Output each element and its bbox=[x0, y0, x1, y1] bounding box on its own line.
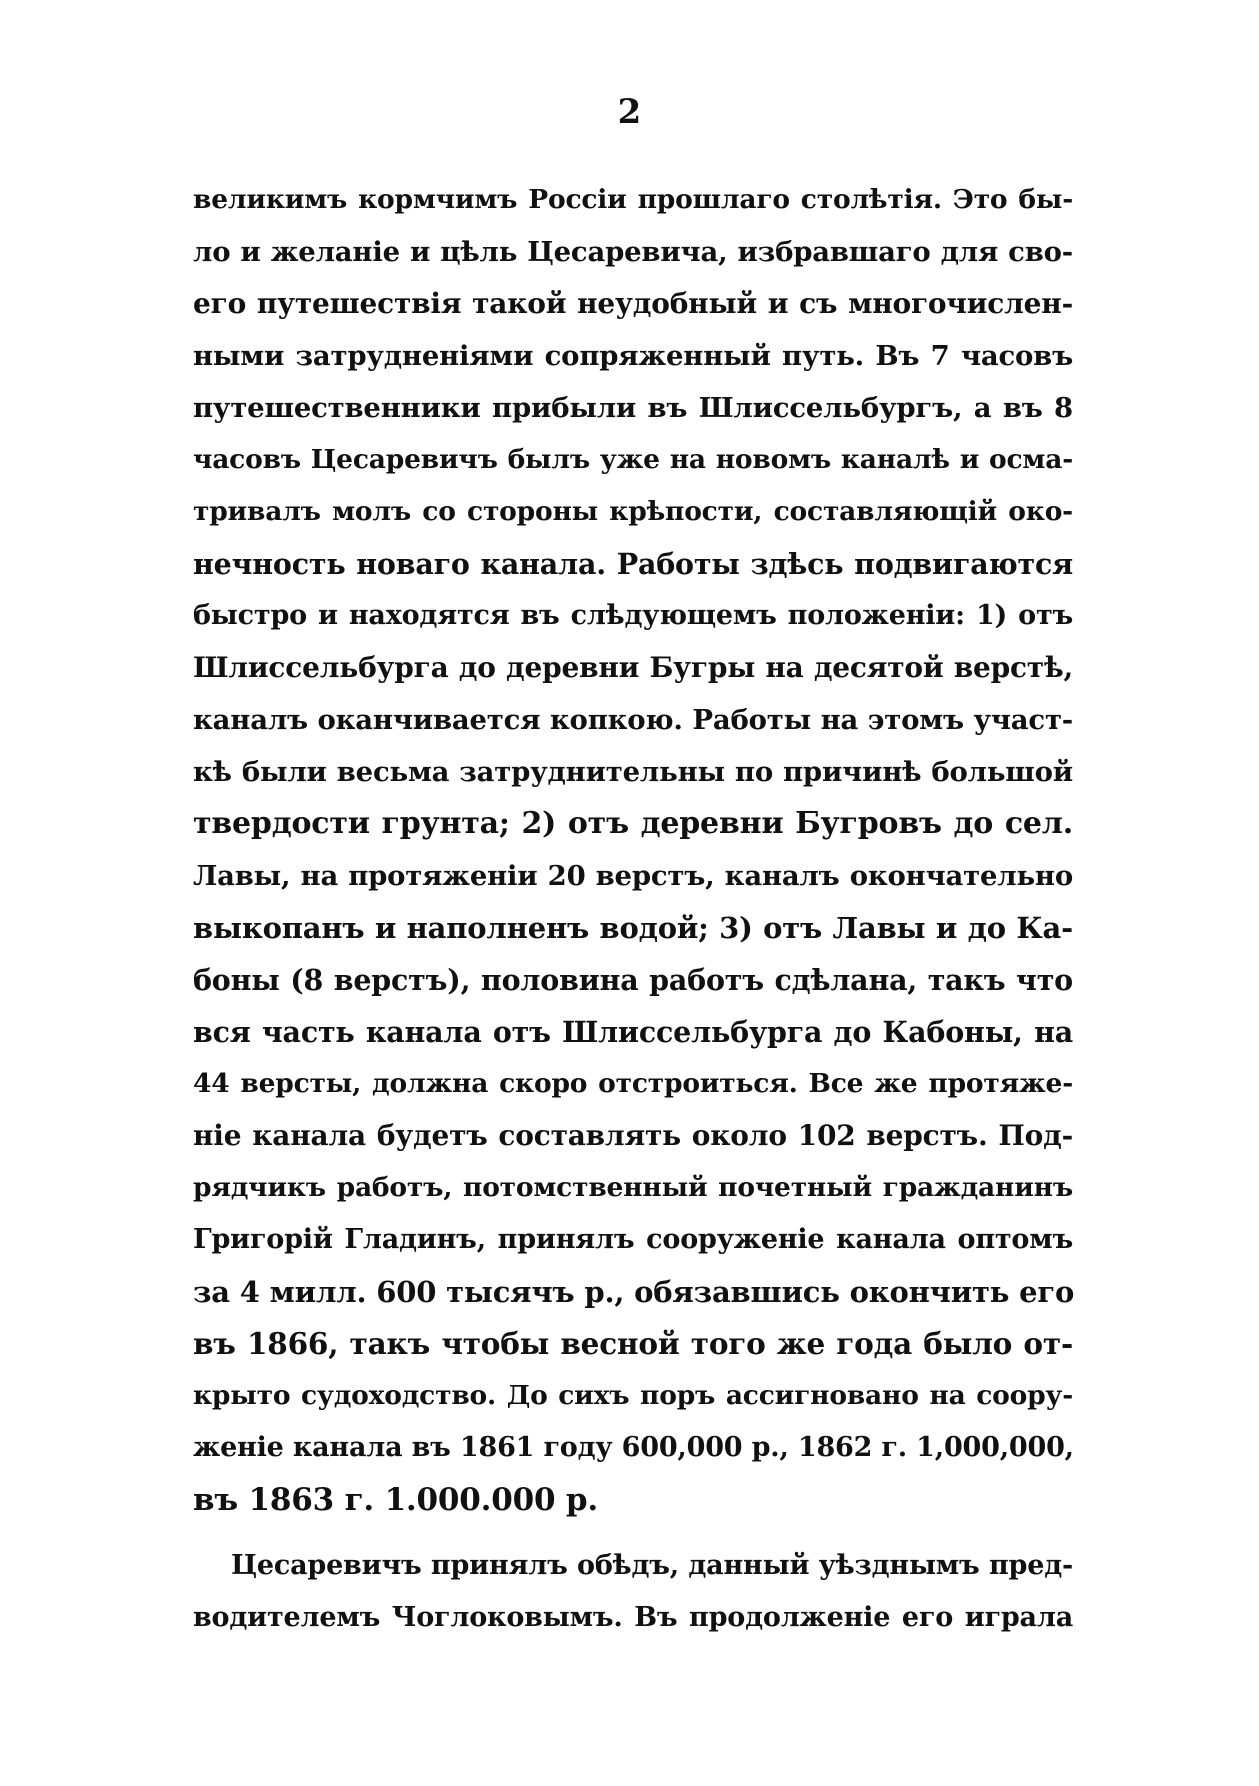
text-line: кѣ были весьма затруднительны по причинѣ большой bbox=[193, 756, 1073, 788]
text-line: ными затрудненіями сопряженный путь. Въ 7 часовъ bbox=[193, 340, 1073, 372]
text-line: каналъ оканчивается копкою. Работы на этомъ участ- bbox=[193, 704, 1073, 736]
text-line: въ 1863 г. 1.000.000 р. bbox=[193, 1482, 598, 1518]
body-text bbox=[193, 174, 1073, 1644]
text-line: вся часть канала отъ Шлиссельбурга до Кабоны, на bbox=[193, 1015, 1073, 1049]
text-line: его путешествія такой неудобный и съ многочислен- bbox=[193, 287, 1073, 320]
text-line: Цесаревичъ принялъ обѣдъ, данный уѣзднымъ пред- bbox=[231, 1550, 1073, 1581]
text-line: за 4 милл. 600 тысячъ р., обязавшись окончить его bbox=[193, 1275, 1075, 1309]
text-line: выкопанъ и наполненъ водой; 3) отъ Лавы и до Ка- bbox=[193, 911, 1073, 945]
text-line: путешественники прибыли въ Шлиссельбургъ, а въ 8 bbox=[193, 392, 1073, 424]
text-line: 44 версты, должна скоро отстроиться. Все же протяже- bbox=[193, 1068, 1073, 1099]
paragraph-2 bbox=[193, 1540, 1073, 1644]
text-line: быстро и находятся въ слѣдующемъ положеніи: 1) отъ bbox=[193, 600, 1073, 631]
text-line: великимъ кормчимъ Россіи прошлаго столѣтія. Это бы- bbox=[193, 184, 1073, 215]
text-line: часовъ Цесаревичъ былъ уже на новомъ каналѣ и осма- bbox=[193, 444, 1073, 475]
text-line: Шлиссельбурга до деревни Бугры на десятой верстѣ, bbox=[193, 651, 1073, 684]
text-line: крыто судоходство. До сихъ поръ ассигновано на соору- bbox=[193, 1380, 1073, 1411]
text-line: Григорій Гладинъ, принялъ сооруженіе канала оптомъ bbox=[193, 1224, 1073, 1255]
text-line: твердости грунта; 2) отъ деревни Бугровъ до сел. bbox=[193, 806, 1073, 841]
paragraph-1 bbox=[193, 174, 1073, 1526]
text-line: въ 1866, такъ чтобы весной того же года было от- bbox=[193, 1326, 1073, 1361]
text-line: рядчикъ работъ, потомственный почетный гражданинъ bbox=[193, 1172, 1073, 1203]
text-line: ніе канала будетъ составлять около 102 верстъ. Под- bbox=[193, 1119, 1073, 1152]
text-line: водителемъ Чоглоковымъ. Въ продолженіе его играла bbox=[193, 1602, 1073, 1633]
text-line: тривалъ молъ со стороны крѣпости, составляющій око- bbox=[193, 496, 1073, 527]
text-line: женіе канала въ 1861 году 600,000 р., 1862 г. 1,000,000, bbox=[193, 1432, 1074, 1463]
text-line: Лавы, на протяженіи 20 верстъ, каналъ окончательно bbox=[193, 860, 1073, 892]
text-line: нечность новаго канала. Работы здѣсь подвигаются bbox=[193, 547, 1073, 581]
page-number: 2 bbox=[617, 92, 642, 132]
text-line: ло и желаніе и цѣль Цесаревича, избравшаго для сво- bbox=[193, 236, 1073, 268]
paragraph-gap bbox=[193, 1526, 1073, 1540]
text-line: боны (8 верстъ), половина работъ сдѣлана, такъ что bbox=[193, 963, 1073, 997]
